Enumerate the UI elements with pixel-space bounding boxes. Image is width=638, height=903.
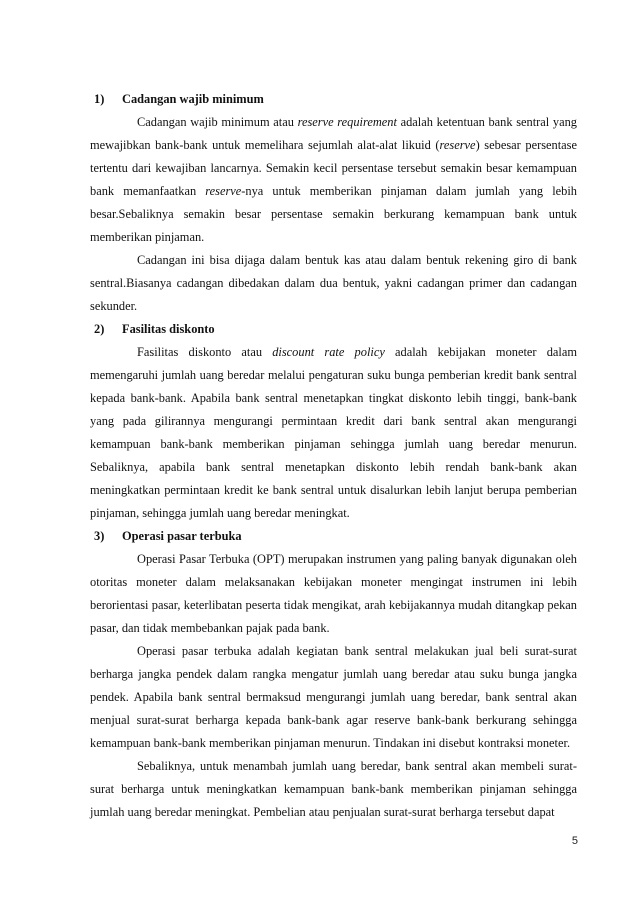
section-heading	[90, 318, 577, 341]
section-number: 2)	[94, 322, 105, 336]
section-heading	[90, 88, 577, 111]
italic-term: discount rate policy	[272, 345, 385, 359]
section-heading	[90, 525, 577, 548]
italic-term: reserve requirement	[297, 115, 397, 129]
document-body	[90, 88, 577, 824]
section-number: 1)	[94, 92, 105, 106]
paragraph: Fasilitas diskonto atau discount rate policy adalah kebijakan moneter dalam memengaruhi jumlah uang beredar melalui pengaturan suku bunga pemberian kredit bank sentral kepada bank-bank. Apabila bank sentral menetapkan tingkat diskonto lebih tinggi, bank-bank yang pada gilirannya mengurangi permintaan kredit dari bank sentral akan mengurangi kemampuan bank-bank memberikan pinjaman sehingga jumlah uang beredar menurun. Sebaliknya, apabila bank sentral menetapkan diskonto lebih rendah bank-bank akan meningkatkan permintaan kredit ke bank sentral untuk disalurkan lebih lanjut berupa pemberian pinjaman, sehingga jumlah uang beredar meningkat.	[90, 345, 577, 520]
italic-term: reserve	[205, 184, 242, 198]
paragraph: Sebaliknya, untuk menambah jumlah uang beredar, bank sentral akan membeli surat-surat berharga untuk meningkatkan kemampuan bank-bank memberikan pinjaman sehingga jumlah uang beredar meningkat. Pembelian atau penjualan surat-surat berharga tersebut dapat	[90, 759, 577, 819]
section-title: Fasilitas diskonto	[122, 322, 215, 336]
section-number: 3)	[94, 529, 105, 543]
section-title: Operasi pasar terbuka	[122, 529, 242, 543]
paragraph: Operasi Pasar Terbuka (OPT) merupakan instrumen yang paling banyak digunakan oleh otoritas moneter dalam melaksanakan kebijakan moneter mengingat instrumen ini lebih berorientasi pasar, keterlibatan peserta tidak mengikat, arah kebijakannya mudah ditangkap pekan pasar, dan tidak membebankan pajak pada bank.	[90, 552, 577, 635]
page-number: 5	[571, 835, 578, 847]
paragraph: Cadangan ini bisa dijaga dalam bentuk kas atau dalam bentuk rekening giro di bank sentral.Biasanya cadangan dibedakan dalam dua bentuk, yakni cadangan primer dan cadangan sekunder.	[90, 253, 577, 313]
italic-term: reserve	[439, 138, 476, 152]
paragraph: Operasi pasar terbuka adalah kegiatan bank sentral melakukan jual beli surat-surat berharga jangka pendek dalam rangka mengatur jumlah uang beredar atau suku bunga jangka pendek. Apabila bank sentral bermaksud mengurangi jumlah uang beredar, bank sentral akan menjual surat-surat berharga kepada bank-bank agar reserve bank-bank berkurang sehingga kemampuan bank-bank memberikan pinjaman menurun. Tindakan ini disebut kontraksi moneter.	[90, 644, 577, 750]
paragraph: Cadangan wajib minimum atau reserve requirement adalah ketentuan bank sentral yang mewajibkan bank-bank untuk memelihara sejumlah alat-alat likuid (reserve) sebesar persentase tertentu dari kewajiban lancarnya. Semakin kecil persentase tersebut semakin besar kemampuan bank memanfaatkan reserve-nya untuk memberikan pinjaman dalam jumlah yang lebih besar.Sebaliknya semakin besar persentase semakin berkurang kemampuan bank untuk memberikan pinjaman.	[90, 115, 578, 244]
section-title: Cadangan wajib minimum	[122, 92, 264, 106]
